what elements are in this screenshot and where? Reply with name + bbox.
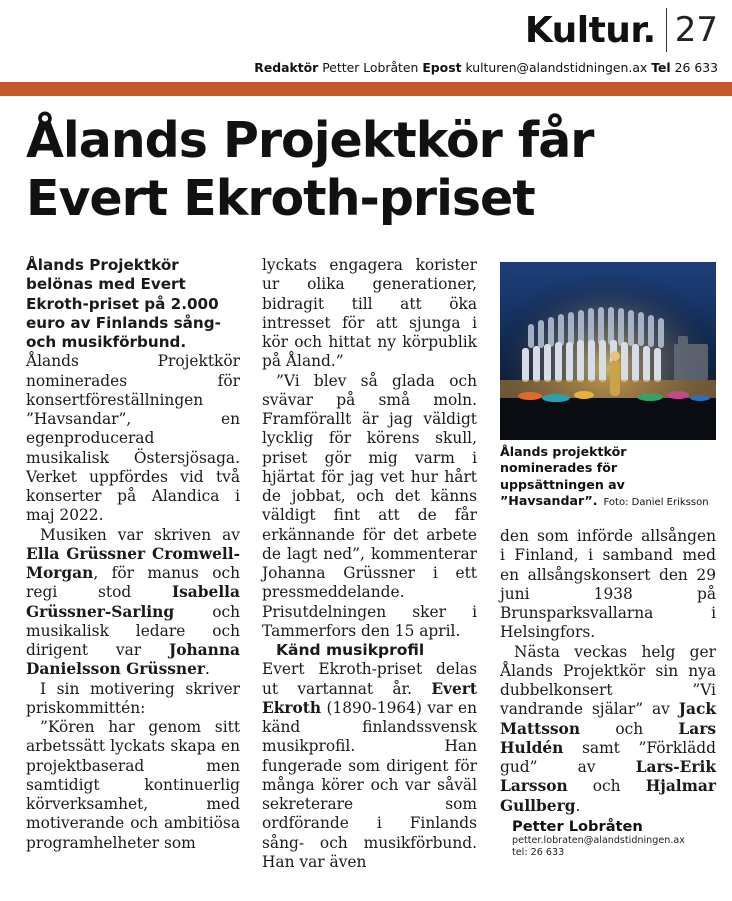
accent-bar — [0, 82, 732, 96]
header-divider — [666, 8, 667, 52]
editor-label: Redaktör — [254, 60, 319, 75]
body-paragraph: lyckats engagera korister ur olika generationer, bidragit till att öka intresset för att sjunga i kör och hittat ny körpublik på Åland.” — [262, 256, 477, 371]
editor-email: kulturen@alandstidningen.ax — [465, 60, 648, 75]
body-paragraph: Nästa veckas helg ger Ålands Projektkör sin nya dubbelkonsert ”Vi vandrande själar” av Jack Mattsson och Lars Huldén samt ”Förklädd gud” av Lars-Erik Larsson och Hjalmar Gullberg. — [500, 642, 716, 815]
article-byline — [512, 818, 685, 858]
photo-caption — [500, 444, 718, 509]
byline-name: Petter Lobråten — [512, 818, 643, 835]
photo-illustration — [500, 262, 716, 440]
body-paragraph: Ålands Projektkör nominerades för konsertföreställningen ”Havsandar”, en egenproducerad musikalisk Östersjösaga. Verket uppfördes vid två konserter på Alandica i maj 2022. — [26, 352, 240, 525]
person-name: Isabella Grüssner-Sarling — [26, 583, 240, 621]
body-paragraph: Evert Ekroth-priset delas ut vartannat år. Evert Ekroth (1890-1964) var en känd finlandssvensk musikprofil. Han fungerade som dirigent för många körer och var såväl sekreterare som ordförande i Finlands sång- och musikförbund. Han var även — [262, 660, 477, 871]
section-title: Kultur. — [524, 9, 656, 51]
editor-name: Petter Lobråten — [322, 60, 419, 75]
person-name: Lars-Erik Larsson — [500, 758, 716, 796]
person-name: Hjalmar Gullberg — [500, 777, 716, 815]
person-name: Jack Mattsson — [500, 700, 716, 738]
byline-phone: tel: 26 633 — [512, 846, 565, 858]
body-paragraph: ”Vi blev så glada och svävar på små moln. Framförallt är jag väldigt lycklig för körens skull, priset gör mig varm i hjärtat för jag vet hur hårt de jobbat, och det känns väldigt fint att de får erkännande för det arbete de lagt ned”, kommenterar Johanna Grüssner i ett pressmeddelande. Prisutdelningen sker i Tammerfors den 15 april. — [262, 371, 477, 640]
section-header — [525, 6, 718, 54]
body-paragraph: I sin motivering skriver priskommittén: — [26, 679, 240, 717]
body-paragraph: Musiken var skriven av Ella Grüssner Cromwell-Morgan, för manus och regi stod Isabella Grüssner-Sarling och musikalisk ledare och dirigent var Johanna Danielsson Grüssner. — [26, 525, 240, 679]
person-name: Johanna Danielsson Grüssner — [26, 641, 240, 679]
body-paragraph: ”Kören har genom sitt arbetssätt lyckats skapa en projektbaserad men samtidigt kontinuerlig körverksamhet, med motiverande och ambitiösa programhelheter som — [26, 718, 240, 852]
person-name: Ella Grüssner Cromwell-Morgan — [26, 544, 240, 583]
article-column-3 — [500, 527, 716, 816]
person-name: Lars Huldén — [500, 719, 716, 757]
article-headline: Ålands Projektkör får Evert Ekroth-priset — [26, 112, 594, 227]
subheading: Känd musikprofil — [276, 641, 425, 659]
article-column-2 — [262, 256, 477, 872]
page-number: 27 — [674, 10, 718, 50]
person-name: Evert Ekroth — [262, 679, 477, 717]
editor-phone: 26 633 — [674, 60, 718, 75]
body-paragraph: den som införde allsången i Finland, i samband med en allsångskonsert den 29 juni 1938 på Brunsparksvallarna i Helsingfors. — [500, 527, 716, 642]
photo-credit: Foto: Daniel Eriksson — [603, 497, 709, 509]
editor-contact-line — [254, 60, 718, 75]
phone-label: Tel — [651, 60, 671, 75]
byline-email: petter.lobraten@alandstidningen.ax — [512, 835, 685, 846]
choir-stage-photo — [500, 262, 716, 440]
email-label: Epost — [422, 60, 462, 75]
article-lead: Ålands Projektkör belönas med Evert Ekroth-priset på 2.000 euro av Finlands sång- och musikförbund. — [26, 256, 221, 352]
caption-text: Ålands projektkör nominerades för uppsättningen av ”Havsandar”. — [500, 444, 627, 509]
article-column-1 — [26, 256, 240, 853]
